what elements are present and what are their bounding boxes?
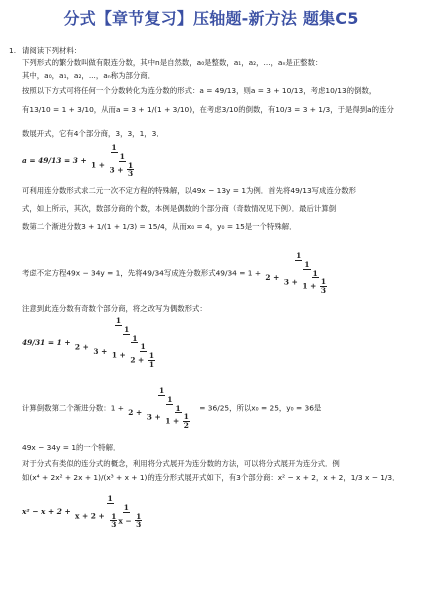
paragraph-14: 如(x⁴ + 2x² + 2x + 1)/(x³ + x + 1)的连分形式展开式如下，有3个部分商：x² − x + 2，x + 2，1/3 x − 1/3． — [22, 473, 400, 482]
paragraph-6: 可利用连分数形式求二元一次不定方程的特殊解，以49x − 13y = 1为例．首先将49/13写成连分数形 — [22, 186, 357, 195]
equation-5-lhs: x² − x + 2 + — [22, 507, 71, 517]
paragraph-7: 式，如上所示，其次，数部分商的个数，本例是偶数的个部分商（奇数情况见下例）．最后计算倒 — [22, 204, 337, 213]
equation-5 — [9, 495, 413, 539]
equation-1 — [9, 144, 413, 186]
paragraph-11-result: = 36/25，所以x₀ = 25，y₀ = 36是 — [199, 403, 322, 413]
equation-2-cf: 1 2 + 1 3 + 1 1 + $\frac{1}{3}$ — [265, 251, 326, 296]
paragraph-11: 计算倒数第二个渐进分数：1 + — [22, 403, 124, 413]
paragraph-1: 下列形式的繁分数叫做有限连分数，其中n是自然数，a₀是整数，a₁，a₂，...，aₙ是正整数： — [22, 58, 323, 67]
equation-3 — [9, 317, 413, 387]
intro-text: 请阅读下列材料： — [22, 46, 82, 55]
equation-5-cf: 1 x + 2 + 1 $\frac{1}{3}$ x − $\frac{1}{3}$ — [75, 494, 142, 530]
equation-3-cf: 1 2 + 1 3 + 1 1 + 1 2 + $\frac{1}{1}$ — [74, 316, 154, 369]
equation-3-lhs: 49/31 = 1 + — [22, 337, 71, 347]
paragraph-11-line — [9, 387, 413, 443]
paragraph-8: 数第二个渐进分数3 + 1/(1 + 1/3) = 15/4，从而x₀ = 4，y₀ = 15是一个特殊解． — [22, 222, 297, 231]
question-content — [9, 46, 413, 539]
paragraph-10: 注意到此连分数有奇数个部分商，将之改写为偶数形式： — [22, 304, 207, 313]
paragraph-2: 其中，a₀，a₁，a₂，...，aₙ称为部分商． — [22, 71, 156, 80]
question-number: 1. — [9, 46, 17, 55]
equation-1-lhs: a = 49/13 = 3 + — [22, 156, 87, 166]
paragraph-9-line — [9, 252, 413, 304]
equation-1-cf: 1 1 + 1 3 + $\frac{1}{3}$ — [91, 143, 134, 179]
paragraph-13: 对于分式有类似的连分式的概念，利用将分式展开为连分数的方法，可以将分式展开为连分式．例 — [22, 459, 340, 468]
paragraph-3: 按照以下方式可将任何一个分数转化为连分数的形式：a = 49/13，则a = 3 + 10/13，考虑10/13的倒数， — [22, 86, 377, 95]
paragraph-4: 有13/10 = 1 + 3/10，从而a = 3 + 1/(1 + 3/10)，在考虑3/10的倒数，有10/3 = 3 + 1/3，于是得到a的连分 — [22, 105, 394, 114]
page-title: 分式【章节复习】压轴题-新方法 题集C5 — [63, 9, 359, 28]
paragraph-12: 49x − 34y = 1的一个特解． — [22, 443, 121, 452]
paragraph-9: 考虑不定方程49x − 34y = 1，先将49/34写成连分数形式49/34 = 1 + — [22, 268, 262, 278]
equation-4-cf: 1 2 + 1 3 + 1 1 + $\frac{1}{2}$ — [128, 386, 189, 431]
paragraph-5: 数展开式，它有4个部分商，3，3，1，3． — [22, 129, 164, 138]
